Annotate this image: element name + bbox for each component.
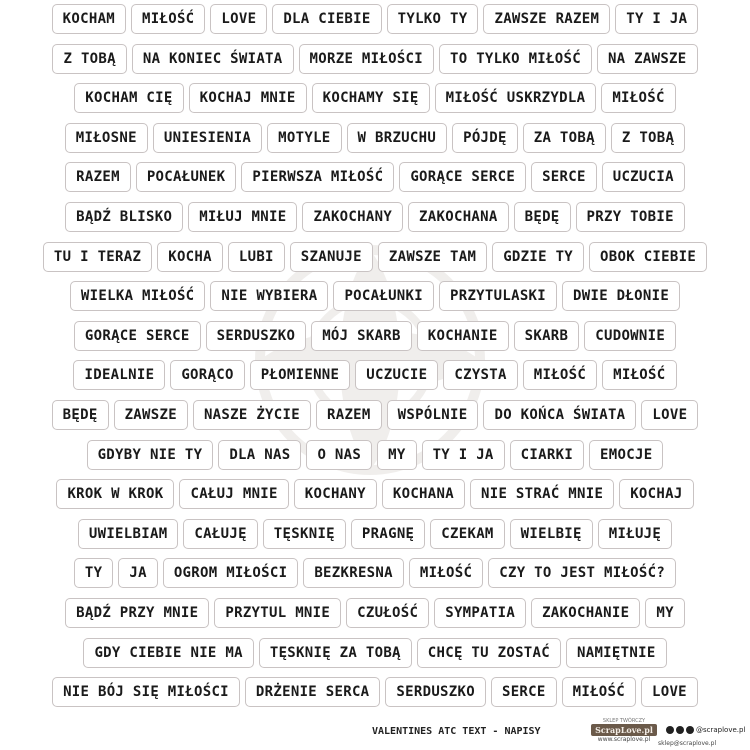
text-tag: LOVE: [641, 677, 698, 707]
text-tag: UNIESIENIA: [153, 123, 262, 153]
tag-row: [0, 202, 750, 234]
text-tag: LUBI: [228, 242, 285, 272]
text-tag: TY I JA: [422, 440, 505, 470]
text-tag: WIELKA MIŁOŚĆ: [70, 281, 205, 311]
text-tag: ZA TOBĄ: [523, 123, 606, 153]
social-links: [666, 726, 745, 734]
tag-row: [0, 519, 750, 551]
text-tag: MIŁOŚĆ: [523, 360, 597, 390]
youtube-icon[interactable]: [686, 726, 694, 734]
text-tag: KOCHANIE: [417, 321, 509, 351]
text-tag: MY: [377, 440, 416, 470]
text-tag: GDY CIEBIE NIE MA: [83, 638, 253, 668]
tag-row: [0, 4, 750, 36]
text-tag: MIŁOŚĆ: [131, 4, 205, 34]
text-tag: Z TOBĄ: [52, 44, 126, 74]
text-tag: WSPÓLNIE: [387, 400, 479, 430]
text-tag: POCAŁUNKI: [333, 281, 434, 311]
tag-row: [0, 162, 750, 194]
text-tag: SKARB: [514, 321, 580, 351]
text-tag: ZAWSZE TAM: [378, 242, 487, 272]
tag-row: [0, 123, 750, 155]
tag-row: [0, 83, 750, 115]
text-tag: MIŁOSNE: [65, 123, 148, 153]
text-tag: CIARKI: [510, 440, 584, 470]
text-tag: DO KOŃCA ŚWIATA: [483, 400, 636, 430]
text-tag: PRZYTUL MNIE: [214, 598, 341, 628]
text-tag: GORĄCO: [170, 360, 244, 390]
instagram-icon[interactable]: [676, 726, 684, 734]
text-tag: JA: [118, 558, 157, 588]
text-tag: DRŻENIE SERCA: [245, 677, 380, 707]
text-tag: TĘSKNIĘ: [263, 519, 346, 549]
text-tag: DLA CIEBIE: [272, 4, 381, 34]
text-tag: TO TYLKO MIŁOŚĆ: [439, 44, 592, 74]
text-tag: BĘDĘ: [52, 400, 109, 430]
text-tag: TU I TERAZ: [43, 242, 152, 272]
text-tag: NIE STRAĆ MNIE: [470, 479, 614, 509]
text-tag: SERCE: [491, 677, 557, 707]
text-tag: GORĄCE SERCE: [74, 321, 201, 351]
tag-row: [0, 242, 750, 274]
tag-row: [0, 321, 750, 353]
text-tag: WIELBIĘ: [510, 519, 593, 549]
text-tag: PRAGNĘ: [351, 519, 425, 549]
text-tag: DWIE DŁONIE: [562, 281, 680, 311]
text-tag: KROK W KROK: [56, 479, 174, 509]
text-tag: Z TOBĄ: [611, 123, 685, 153]
text-tag: MIŁOŚĆ USKRZYDLA: [435, 83, 597, 113]
tag-row: [0, 638, 750, 670]
text-tag: ZAKOCHANY: [302, 202, 403, 232]
text-tag: UCZUCIE: [355, 360, 438, 390]
tag-row: [0, 400, 750, 432]
text-tag: KOCHAM: [52, 4, 126, 34]
text-tag: KOCHAMY SIĘ: [312, 83, 430, 113]
text-tag: MY: [645, 598, 684, 628]
text-tag: BĘDĘ: [514, 202, 571, 232]
text-tag: NASZE ŻYCIE: [193, 400, 311, 430]
text-tag: SERCE: [531, 162, 597, 192]
text-tag: MIŁOŚĆ: [562, 677, 636, 707]
text-tag: KOCHANA: [382, 479, 465, 509]
sheet-title: VALENTINES ATC TEXT - NAPISY: [372, 726, 541, 737]
tag-row: [0, 360, 750, 392]
text-tag: MIŁOŚĆ: [409, 558, 483, 588]
text-tag: OBOK CIEBIE: [589, 242, 707, 272]
text-tag: KOCHAJ: [619, 479, 693, 509]
tag-row: [0, 598, 750, 630]
brand-logo: [592, 715, 656, 745]
text-tag: SERDUSZKO: [206, 321, 307, 351]
text-tag: SERDUSZKO: [385, 677, 486, 707]
text-tag: BĄDŹ PRZY MNIE: [65, 598, 209, 628]
text-tag: CHCĘ TU ZOSTAĆ: [417, 638, 561, 668]
text-tag: KOCHANY: [294, 479, 377, 509]
text-tag: ZAWSZE: [114, 400, 188, 430]
tag-row: [0, 558, 750, 590]
tag-row: [0, 281, 750, 313]
text-tag: GDYBY NIE TY: [87, 440, 214, 470]
tag-row: [0, 677, 750, 709]
text-tag: MORZE MIŁOŚCI: [299, 44, 434, 74]
text-tag: MIŁUJĘ: [598, 519, 672, 549]
text-tag: MIŁOŚĆ: [601, 83, 675, 113]
text-tag: NIE BÓJ SIĘ MIŁOŚCI: [52, 677, 240, 707]
text-tag: SYMPATIA: [434, 598, 526, 628]
text-tag: BEZKRESNA: [303, 558, 404, 588]
text-tag: ZAKOCHANIE: [531, 598, 640, 628]
tag-row: [0, 44, 750, 76]
text-tag: KOCHA: [157, 242, 223, 272]
text-tag: CZUŁOŚĆ: [346, 598, 429, 628]
text-tag: MIŁOŚĆ: [602, 360, 676, 390]
website-url[interactable]: www.scraplove.pl: [597, 735, 651, 743]
text-tag: OGROM MIŁOŚCI: [163, 558, 298, 588]
footer: [0, 712, 750, 750]
text-tag: MOTYLE: [267, 123, 341, 153]
text-tag: EMOCJE: [589, 440, 663, 470]
text-tag: CZY TO JEST MIŁOŚĆ?: [488, 558, 676, 588]
text-tag: RAZEM: [65, 162, 131, 192]
social-handle: @scraplove.pl: [696, 726, 746, 734]
text-tag: MIŁUJ MNIE: [188, 202, 297, 232]
text-tag: CAŁUJĘ: [183, 519, 257, 549]
tag-row: [0, 440, 750, 472]
text-tag: PRZY TOBIE: [576, 202, 685, 232]
text-tag: DLA NAS: [218, 440, 301, 470]
text-tag: O NAS: [306, 440, 372, 470]
text-tag: PÓJDĘ: [452, 123, 518, 153]
text-tag: PIERWSZA MIŁOŚĆ: [241, 162, 394, 192]
facebook-icon[interactable]: [666, 726, 674, 734]
text-tag: NA ZAWSZE: [597, 44, 698, 74]
text-tag: KOCHAM CIĘ: [74, 83, 183, 113]
text-tag: IDEALNIE: [73, 360, 165, 390]
text-tag: SZANUJE: [290, 242, 373, 272]
text-tag: GDZIE TY: [492, 242, 584, 272]
tag-row: [0, 479, 750, 511]
text-tag: PŁOMIENNE: [250, 360, 351, 390]
text-tag: UCZUCIA: [602, 162, 685, 192]
text-tag: RAZEM: [316, 400, 382, 430]
text-tag: ZAWSZE RAZEM: [483, 4, 610, 34]
contact-email[interactable]: sklep@scraplove.pl: [658, 740, 717, 747]
text-tag: TY I JA: [615, 4, 698, 34]
text-tag: NAMIĘTNIE: [566, 638, 667, 668]
text-tag: PRZYTULASKI: [439, 281, 557, 311]
logo-tagline: SKLEP TWÓRCZY: [602, 717, 646, 724]
text-tag: KOCHAJ MNIE: [189, 83, 307, 113]
logo-wordmark: ScrapLove.pl: [591, 724, 657, 736]
text-tag: LOVE: [210, 4, 267, 34]
text-tag: CUDOWNIE: [584, 321, 676, 351]
text-tag: BĄDŹ BLISKO: [65, 202, 183, 232]
text-tag: MÓJ SKARB: [311, 321, 412, 351]
text-tag: LOVE: [641, 400, 698, 430]
text-tag: UWIELBIAM: [78, 519, 179, 549]
text-tag: CZEKAM: [430, 519, 504, 549]
text-tag: CAŁUJ MNIE: [179, 479, 288, 509]
text-tag: TY: [74, 558, 113, 588]
text-tag: TĘSKNIĘ ZA TOBĄ: [259, 638, 412, 668]
text-tag: NIE WYBIERA: [210, 281, 328, 311]
text-tag: ZAKOCHANA: [408, 202, 509, 232]
text-tag: NA KONIEC ŚWIATA: [132, 44, 294, 74]
text-tag: POCAŁUNEK: [136, 162, 237, 192]
text-tag: TYLKO TY: [387, 4, 479, 34]
text-tag: W BRZUCHU: [347, 123, 448, 153]
text-tag: GORĄCE SERCE: [399, 162, 526, 192]
text-tag: CZYSTA: [443, 360, 517, 390]
